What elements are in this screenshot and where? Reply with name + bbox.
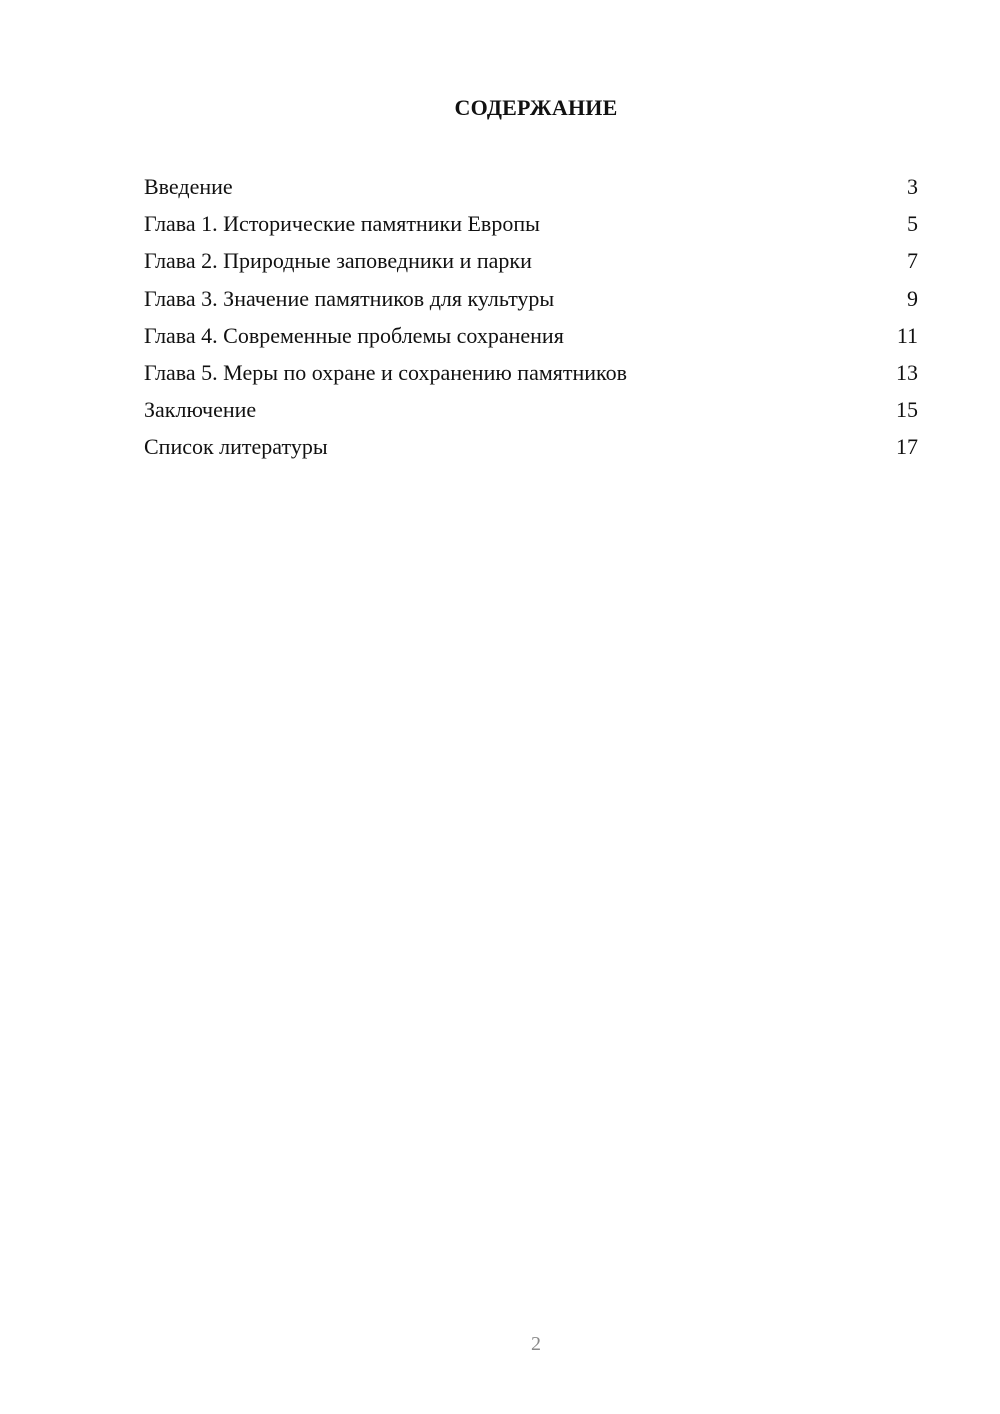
toc-entry-label: Глава 4. Современные проблемы сохранения xyxy=(144,322,564,348)
toc-entry-page: 9 xyxy=(907,285,918,311)
toc-entry-label: Список литературы xyxy=(144,434,328,460)
table-of-contents xyxy=(144,168,918,466)
toc-entry-page: 3 xyxy=(907,174,918,199)
page-number: 2 xyxy=(531,1333,541,1355)
page-title: СОДЕРЖАНИЕ xyxy=(454,95,618,120)
toc-entry-page: 11 xyxy=(896,322,918,348)
toc-entry xyxy=(144,280,918,317)
toc-entry xyxy=(144,354,918,391)
toc-entry-label: Заключение xyxy=(144,397,257,423)
toc-entry-label: Введение xyxy=(144,174,233,199)
toc-entry xyxy=(144,205,918,242)
toc-entry-page: 17 xyxy=(896,434,918,460)
toc-entry-label: Глава 5. Меры по охране и сохранению памятников xyxy=(144,359,627,385)
toc-entry-label: Глава 2. Природные заповедники и парки xyxy=(144,248,532,274)
toc-entry-page: 5 xyxy=(907,211,918,237)
toc-entry xyxy=(144,428,918,465)
toc-entry-page: 7 xyxy=(907,248,918,274)
toc-entry xyxy=(144,168,918,205)
toc-entry xyxy=(144,242,918,279)
toc-entry xyxy=(144,391,918,428)
toc-entry-page: 13 xyxy=(896,359,918,385)
toc-entry xyxy=(144,317,918,354)
toc-entry-page: 15 xyxy=(896,397,918,423)
toc-entry-label: Глава 1. Исторические памятники Европы xyxy=(144,211,540,237)
toc-entry-label: Глава 3. Значение памятников для культуры xyxy=(144,285,555,311)
